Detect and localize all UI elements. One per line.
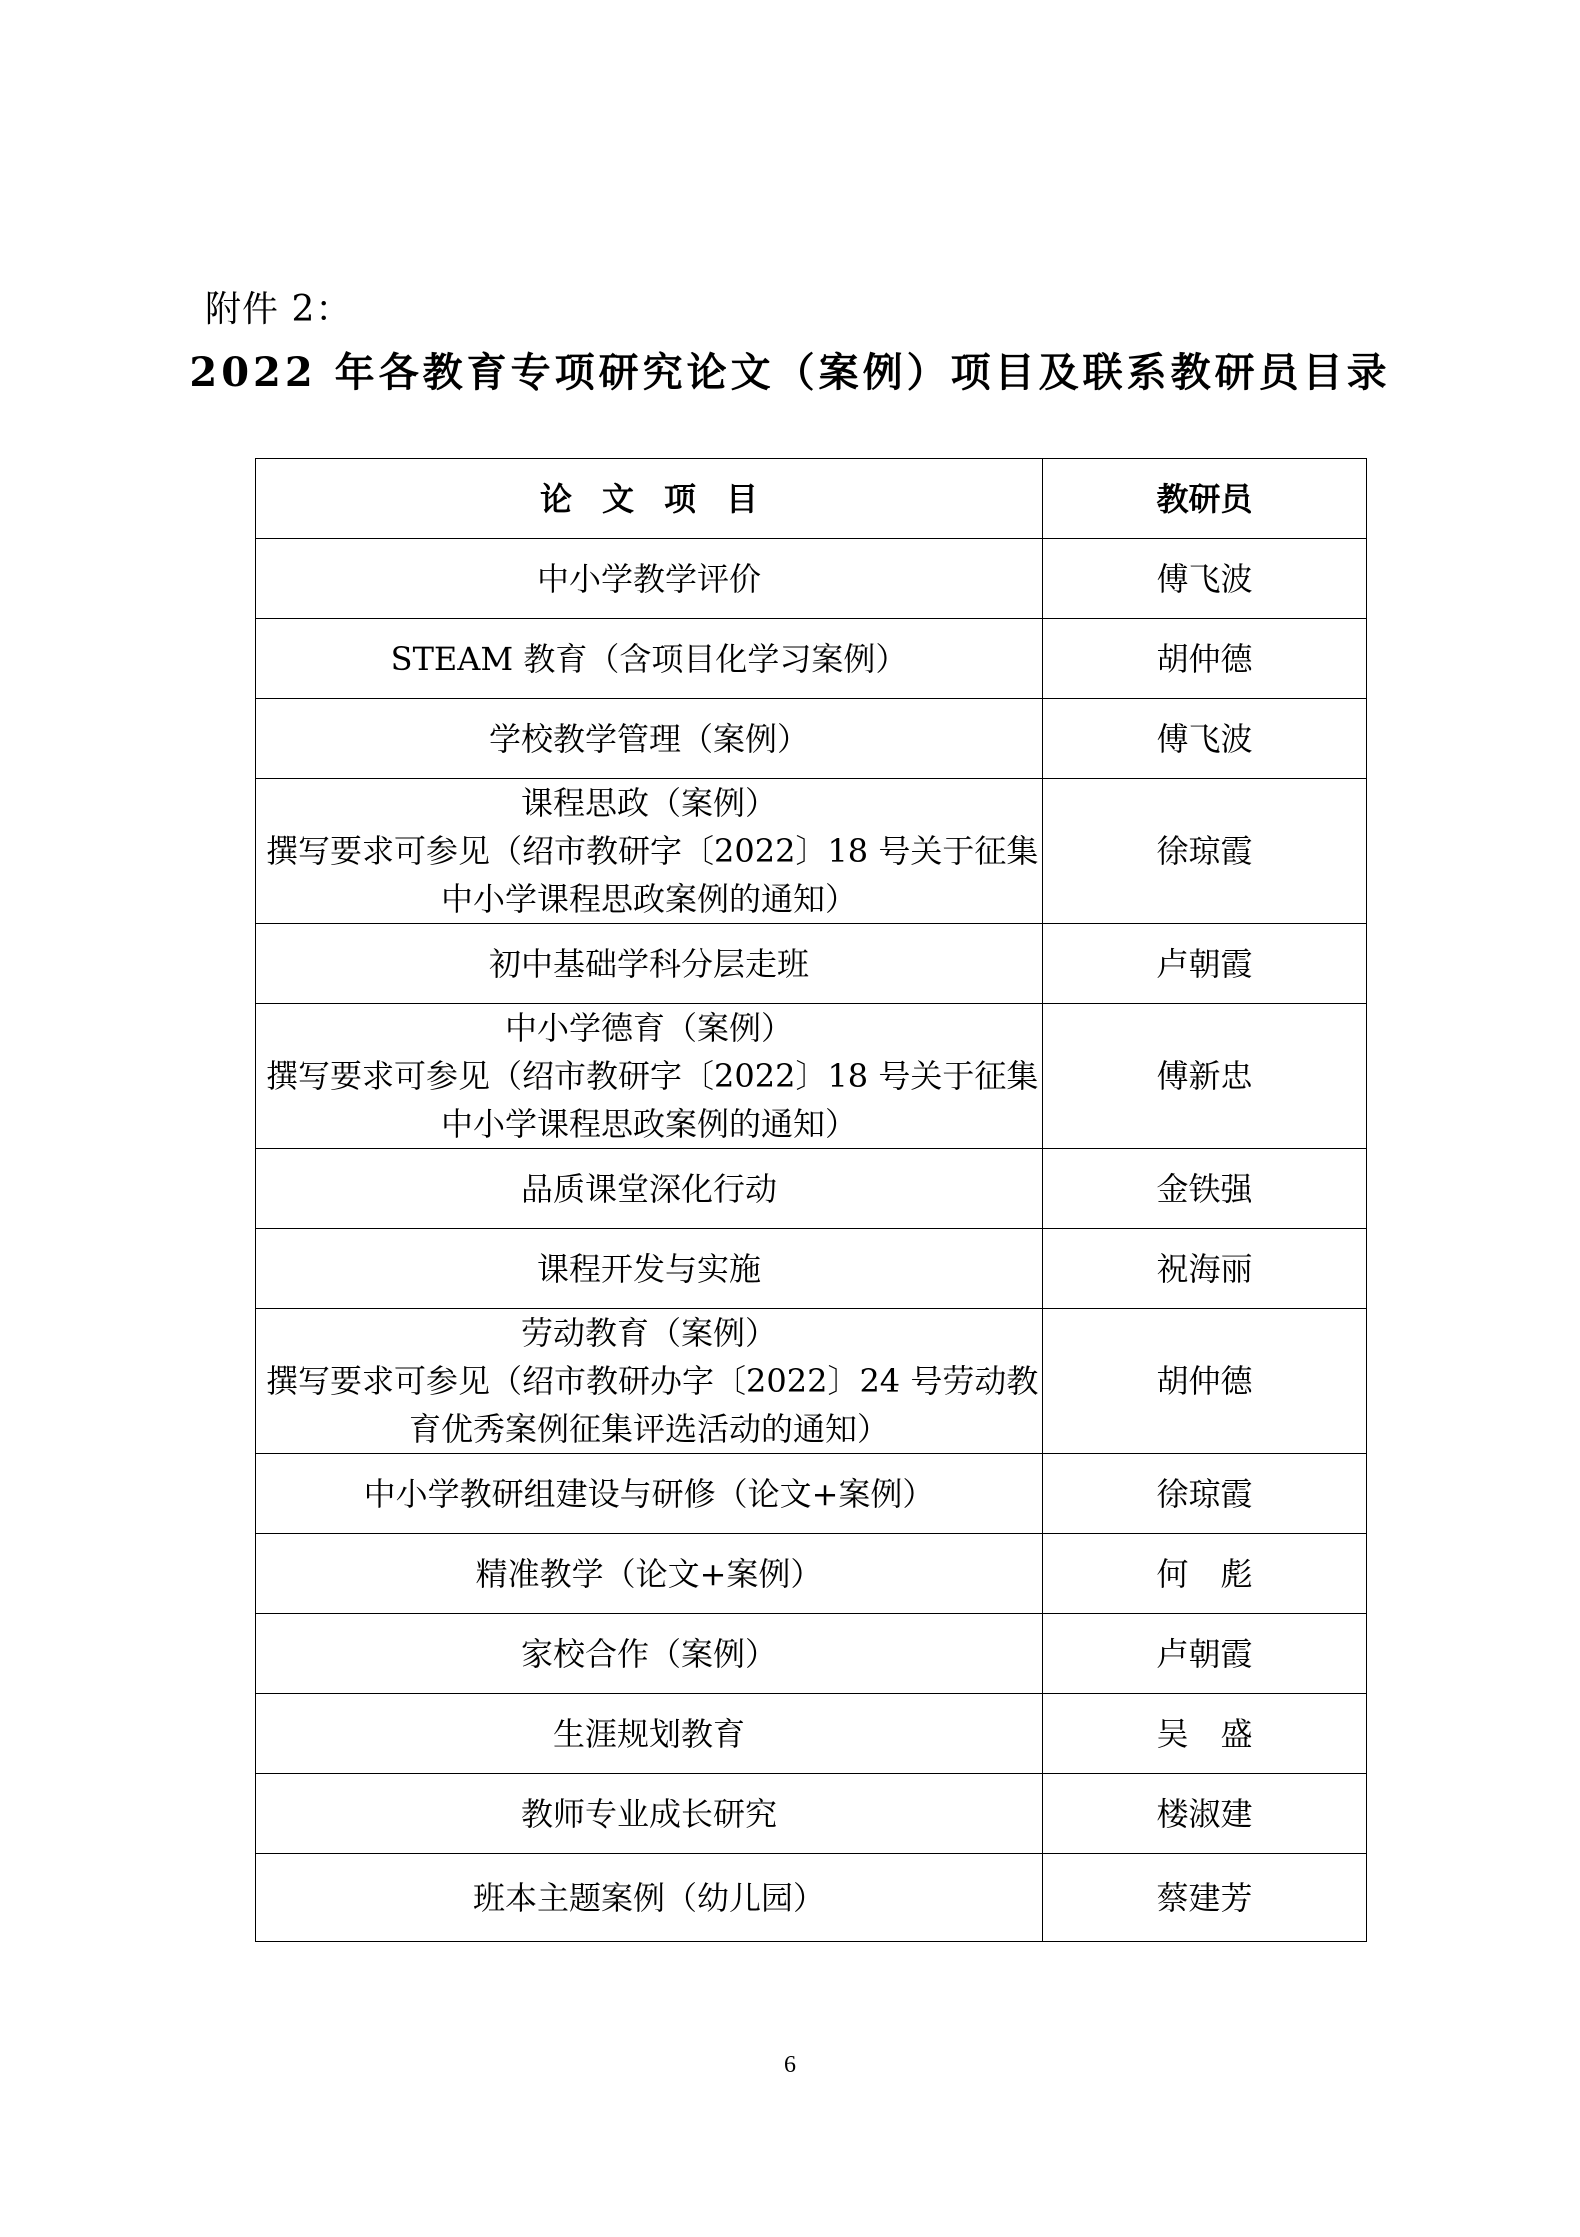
table-row [256, 619, 1367, 699]
researcher-cell: 蔡建芳 [1043, 1854, 1367, 1942]
table-row [256, 699, 1367, 779]
project-line: 品质课堂深化行动 [520, 1169, 777, 1208]
project-line: 课程思政（案例） [520, 784, 777, 822]
researcher-cell: 吴 盛 [1043, 1694, 1367, 1774]
project-line: 撰写要求可参见（绍市教研字〔2022〕18 号关于征集 [266, 1057, 1039, 1095]
project-line: 生涯规划教育 [552, 1714, 745, 1753]
table-row [256, 924, 1367, 1004]
project-cell [256, 1694, 1043, 1774]
researcher-cell: 傅飞波 [1043, 539, 1367, 619]
researcher-cell: 傅飞波 [1043, 699, 1367, 779]
header-researcher: 教研员 [1043, 459, 1367, 539]
project-line: 中小学课程思政案例的通知） [440, 880, 857, 918]
project-cell [256, 1534, 1043, 1614]
project-cell [256, 1854, 1043, 1942]
project-line: 中小学德育（案例） [504, 1009, 793, 1047]
table-row [256, 539, 1367, 619]
header-project: 论文项目 [256, 459, 1043, 539]
researcher-cell: 胡仲德 [1043, 1309, 1367, 1454]
project-line: 育优秀案例征集评选活动的通知） [408, 1410, 889, 1448]
project-cell [256, 539, 1043, 619]
project-cell [256, 619, 1043, 699]
table-row [256, 1309, 1367, 1454]
project-cell [256, 1614, 1043, 1694]
table-body [256, 539, 1367, 1942]
project-cell [256, 1149, 1043, 1229]
project-cell [256, 1309, 1043, 1454]
project-cell [256, 1004, 1043, 1149]
researcher-cell: 徐琼霞 [1043, 779, 1367, 924]
table-row [256, 1774, 1367, 1854]
project-cell [256, 1229, 1043, 1309]
researcher-cell: 祝海丽 [1043, 1229, 1367, 1309]
researcher-cell: 徐琼霞 [1043, 1454, 1367, 1534]
researcher-cell: 何 彪 [1043, 1534, 1367, 1614]
project-line: STEAM 教育（含项目化学习案例） [390, 639, 908, 678]
table-row [256, 1614, 1367, 1694]
project-line: 撰写要求可参见（绍市教研办字〔2022〕24 号劳动教 [266, 1362, 1039, 1400]
project-line: 中小学教研组建设与研修（论文+案例） [363, 1474, 935, 1513]
researcher-cell: 胡仲德 [1043, 619, 1367, 699]
page-number: 6 [784, 2052, 796, 2078]
project-cell [256, 1774, 1043, 1854]
attachment-label: 附件 2： [205, 289, 353, 330]
project-cell [256, 924, 1043, 1004]
project-cell [256, 699, 1043, 779]
table-row [256, 1454, 1367, 1534]
project-table [255, 458, 1367, 1942]
project-line: 学校教学管理（案例） [488, 719, 809, 758]
project-line: 撰写要求可参见（绍市教研字〔2022〕18 号关于征集 [266, 832, 1039, 870]
table-row [256, 1229, 1367, 1309]
project-line: 班本主题案例（幼儿园） [472, 1878, 825, 1917]
researcher-cell: 卢朝霞 [1043, 1614, 1367, 1694]
researcher-cell: 卢朝霞 [1043, 924, 1367, 1004]
table-header-row [256, 459, 1367, 539]
researcher-cell: 楼淑建 [1043, 1774, 1367, 1854]
table-row [256, 779, 1367, 924]
table-row [256, 1694, 1367, 1774]
project-line: 家校合作（案例） [520, 1634, 777, 1673]
table-row [256, 1149, 1367, 1229]
project-line: 中小学课程思政案例的通知） [440, 1105, 857, 1143]
project-line: 课程开发与实施 [536, 1249, 761, 1288]
project-cell [256, 1454, 1043, 1534]
table-row [256, 1534, 1367, 1614]
project-line: 精准教学（论文+案例） [475, 1554, 823, 1593]
page-title: 2022 年各教育专项研究论文（案例）项目及联系教研员目录 [189, 349, 1391, 396]
table-row [256, 1854, 1367, 1942]
researcher-cell: 金铁强 [1043, 1149, 1367, 1229]
researcher-cell: 傅新忠 [1043, 1004, 1367, 1149]
project-cell [256, 779, 1043, 924]
table-row [256, 1004, 1367, 1149]
project-line: 劳动教育（案例） [520, 1314, 777, 1352]
project-line: 中小学教学评价 [536, 559, 761, 598]
project-line: 教师专业成长研究 [520, 1794, 777, 1833]
project-line: 初中基础学科分层走班 [488, 944, 809, 983]
